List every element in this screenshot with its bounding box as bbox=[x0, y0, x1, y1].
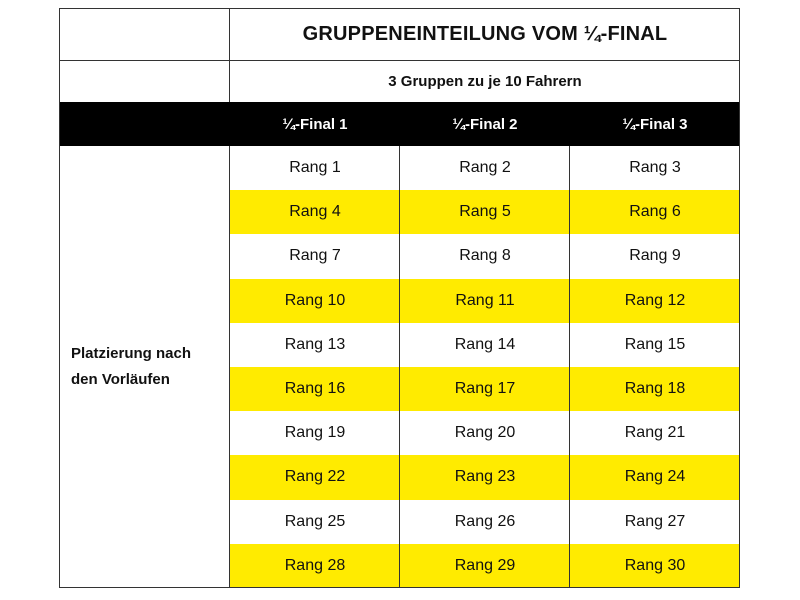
table-cell: Rang 30 bbox=[624, 556, 686, 574]
table-cell: Rang 9 bbox=[629, 247, 681, 265]
table-cell: Rang 21 bbox=[624, 424, 686, 442]
table-cell: Rang 26 bbox=[454, 512, 516, 530]
table-cell: Rang 29 bbox=[454, 556, 516, 574]
table-subtitle: 3 Gruppen zu je 10 Fahrern bbox=[388, 72, 582, 90]
table-cell: Rang 23 bbox=[454, 468, 516, 486]
row-label-text: Platzierung nach den Vorläufen bbox=[71, 345, 192, 388]
divider-title bbox=[59, 60, 740, 61]
table-title: GRUPPENEINTEILUNG VOM ¼-FINAL bbox=[302, 22, 668, 45]
divider-column-1 bbox=[399, 146, 400, 588]
table-cell: Rang 8 bbox=[459, 247, 511, 265]
table-cell: Rang 6 bbox=[629, 203, 681, 221]
table-cell: Rang 11 bbox=[455, 291, 515, 309]
table-cell: Rang 14 bbox=[454, 335, 516, 353]
table-cell: Rang 10 bbox=[284, 291, 346, 309]
column-header-2: ¼-Final 2 bbox=[400, 102, 570, 146]
table-cell: Rang 1 bbox=[289, 159, 341, 177]
table-cell: Rang 20 bbox=[454, 424, 516, 442]
table-cell: Rang 17 bbox=[454, 380, 516, 398]
table-cell: Rang 16 bbox=[284, 380, 346, 398]
table-cell: Rang 3 bbox=[629, 159, 681, 177]
table-cell: Rang 2 bbox=[459, 159, 511, 177]
group-table bbox=[59, 8, 740, 588]
table-cell: Rang 15 bbox=[624, 335, 686, 353]
border-top bbox=[59, 8, 740, 9]
table-cell: Rang 19 bbox=[284, 424, 346, 442]
border-right bbox=[739, 8, 740, 588]
table-cell: Rang 28 bbox=[284, 556, 346, 574]
column-header-3: ¼-Final 3 bbox=[570, 102, 740, 146]
divider-column-2 bbox=[569, 146, 570, 588]
divider-label-column-lower bbox=[229, 146, 230, 588]
row-label bbox=[59, 146, 230, 588]
table-cell: Rang 22 bbox=[284, 468, 346, 486]
table-cell: Rang 25 bbox=[284, 512, 346, 530]
border-left bbox=[59, 8, 60, 588]
table-cell: Rang 7 bbox=[289, 247, 341, 265]
table-cell: Rang 13 bbox=[284, 335, 346, 353]
border-bottom bbox=[59, 587, 740, 588]
table-cell: Rang 4 bbox=[289, 203, 341, 221]
column-header-1: ¼-Final 1 bbox=[230, 102, 400, 146]
table-cell: Rang 24 bbox=[624, 468, 686, 486]
table-cell: Rang 27 bbox=[624, 512, 686, 530]
divider-label-column bbox=[229, 8, 230, 102]
table-cell: Rang 18 bbox=[624, 380, 686, 398]
table-cell: Rang 5 bbox=[459, 203, 511, 221]
table-cell: Rang 12 bbox=[624, 291, 686, 309]
